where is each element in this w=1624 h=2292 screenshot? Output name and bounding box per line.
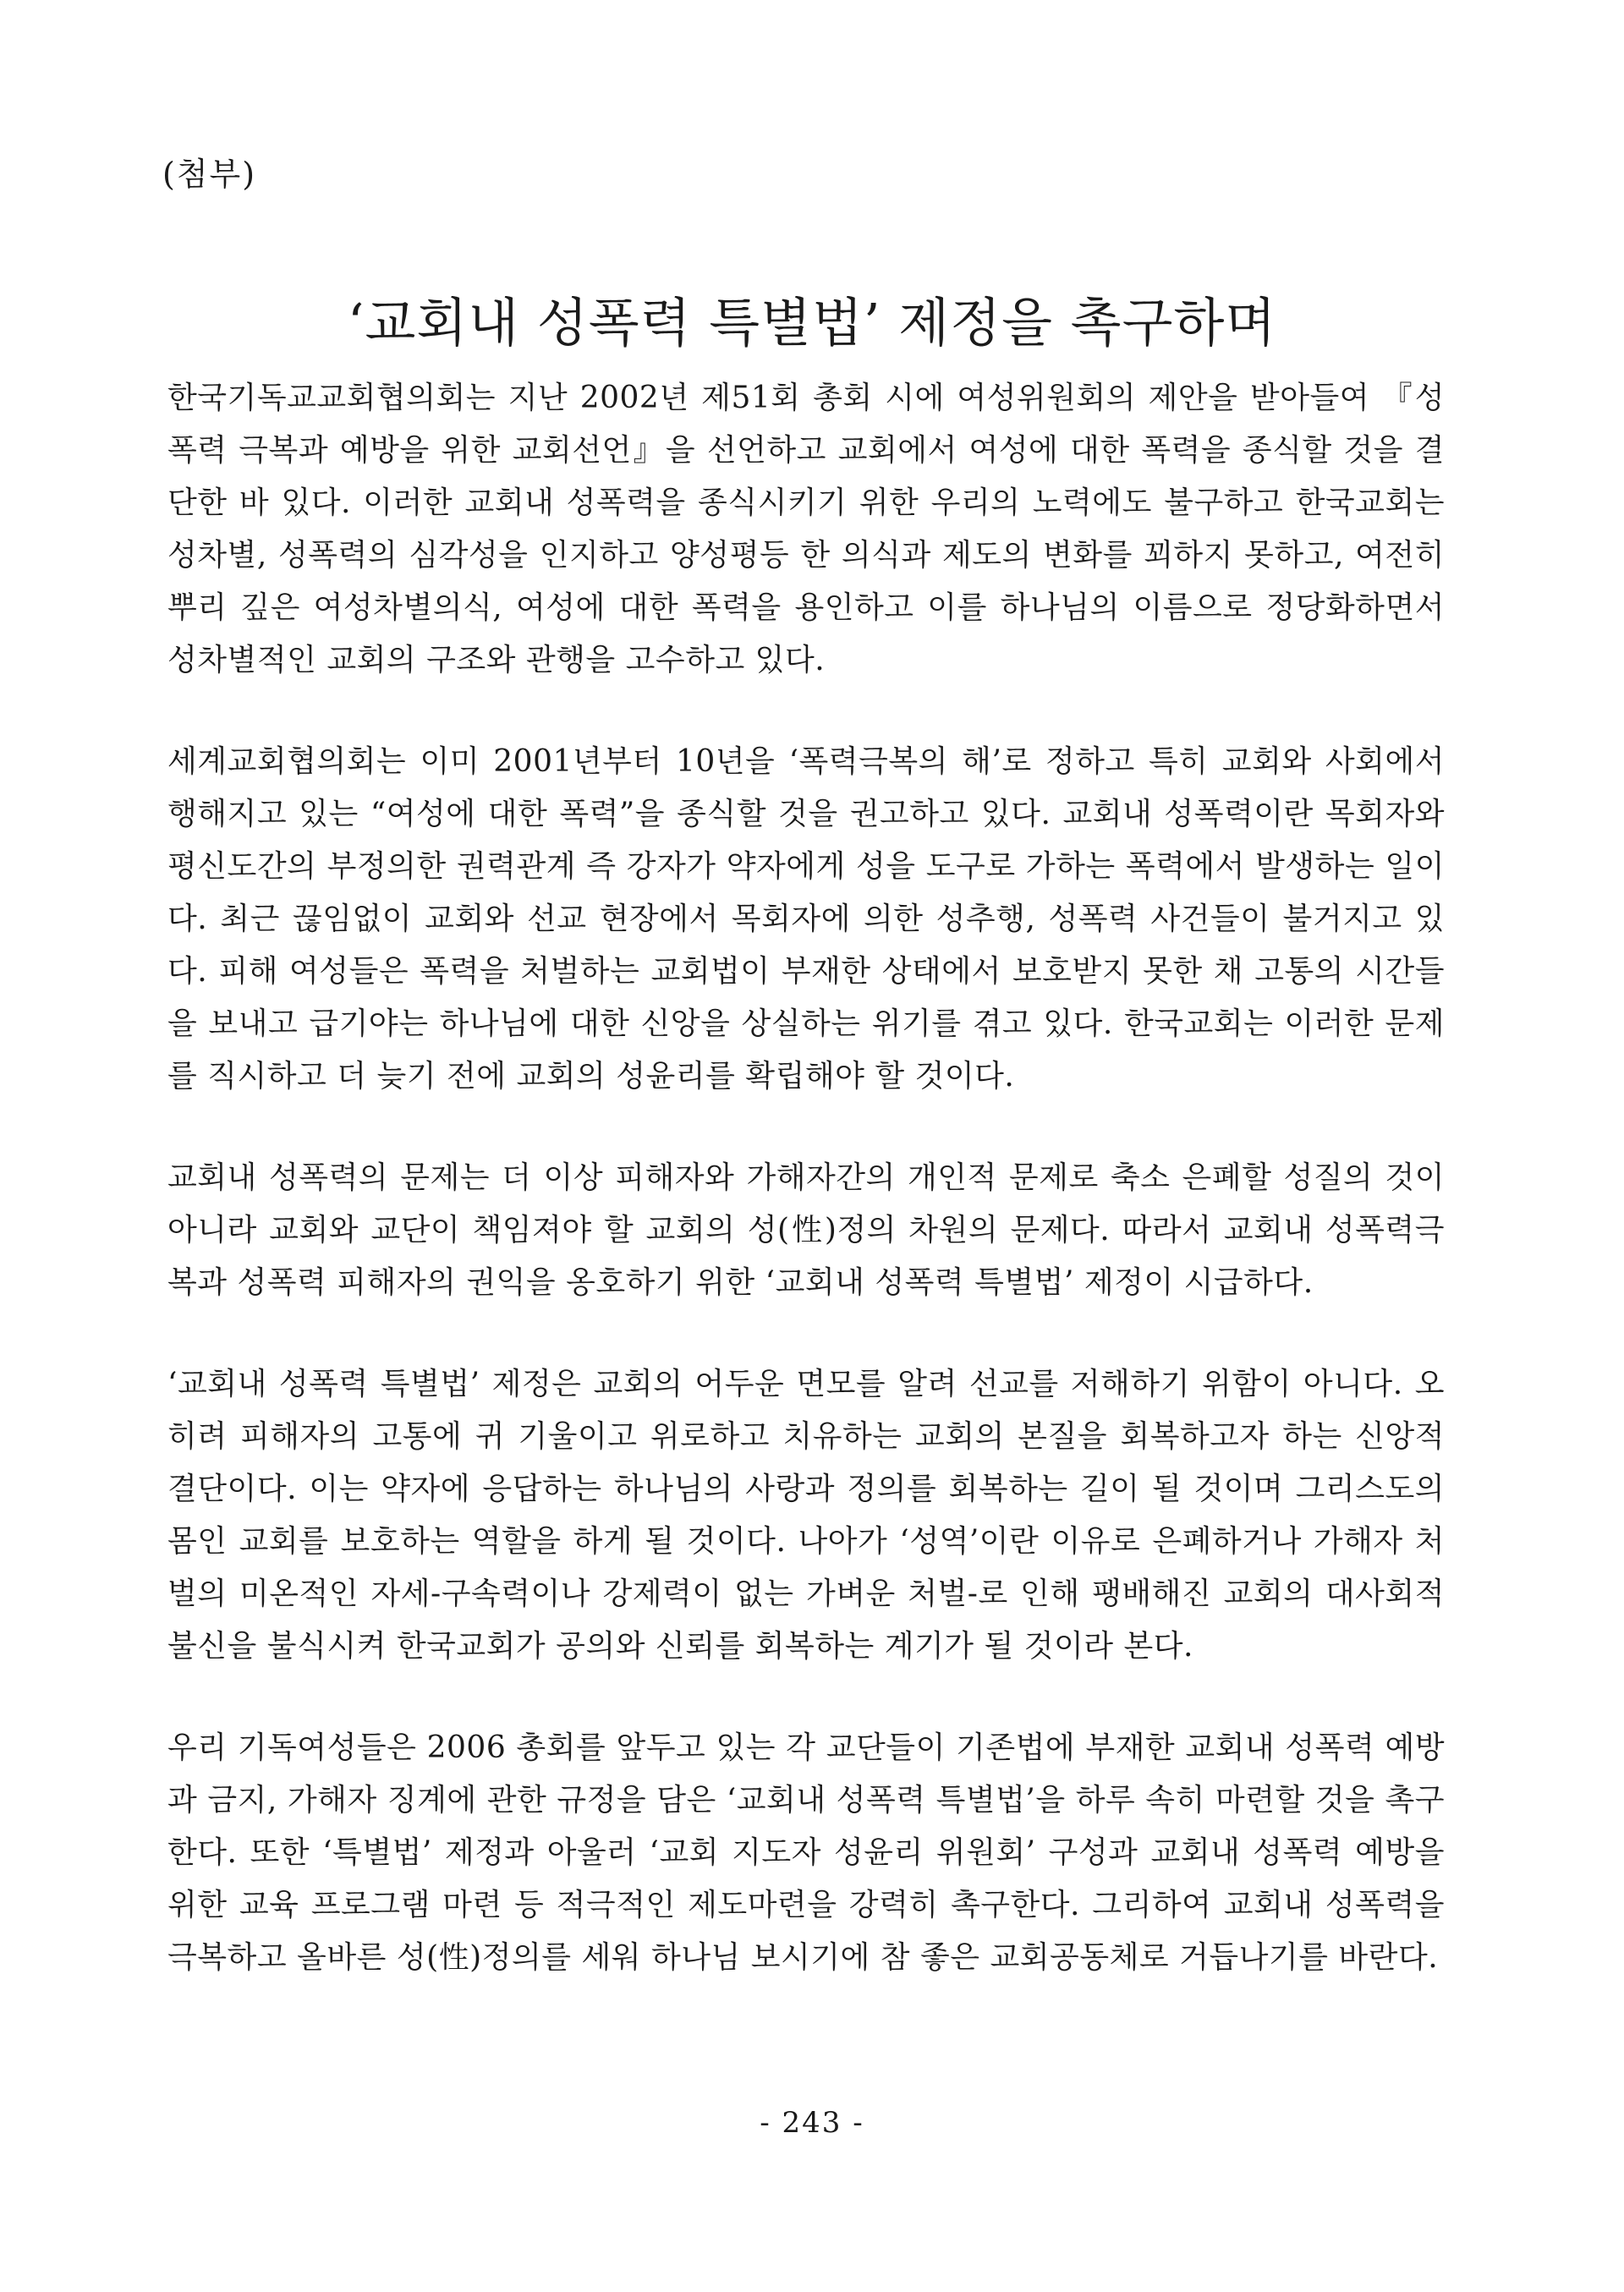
paragraph-1: 한국기독교교회협의회는 지난 2002년 제51회 총회 시에 여성위원회의 제안을 받아들여 『성폭력 극복과 예방을 위한 교회선언』을 선언하고 교회에서 여성에 대한 폭력을 종식할 것을 결단한 바 있다. 이러한 교회내 성폭력을 종식시키기 위한 우리의 노력에도 불구하고 한국교회는 성차별, 성폭력의 심각성을 인지하고 양성평등 한 의식과 제도의 변화를 꾀하지 못하고, 여전히 뿌리 깊은 여성차별의식, 여성에 대한 폭력을 용인하고 이를 하나님의 이름으로 정당화하면서 성차별적인 교회의 구조와 관행을 고수하고 있다. (167, 381, 1445, 677)
document-body (167, 372, 1445, 2033)
page-number: - 243 - (760, 2106, 864, 2140)
paragraph-5: 우리 기독여성들은 2006 총회를 앞두고 있는 각 교단들이 기존법에 부재한 교회내 성폭력 예방과 금지, 가해자 징계에 관한 규정을 담은 ‘교회내 성폭력 특별법’을 하루 속히 마련할 것을 촉구한다. 또한 ‘특별법’ 제정과 아울러 ‘교회 지도자 성윤리 위원회’ 구성과 교회내 성폭력 예방을 위한 교육 프로그램 마련 등 적극적인 제도마련을 강력히 촉구한다. 그리하여 교회내 성폭력을 극복하고 올바른 성(性)정의를 세워 하나님 보시기에 참 좋은 교회공동체로 거듭나기를 바란다. (167, 1730, 1445, 1975)
paragraph-3: 교회내 성폭력의 문제는 더 이상 피해자와 가해자간의 개인적 문제로 축소 은폐할 성질의 것이 아니라 교회와 교단이 책임져야 할 교회의 성(性)정의 차원의 문제다. 따라서 교회내 성폭력극복과 성폭력 피해자의 권익을 옹호하기 위한 ‘교회내 성폭력 특별법’ 제정이 시급하다. (167, 1160, 1445, 1300)
document-title: ‘교회내 성폭력 특별법’ 제정을 촉구하며 (347, 291, 1277, 354)
paragraph-4: ‘교회내 성폭력 특별법’ 제정은 교회의 어두운 면모를 알려 선교를 저해하기 위함이 아니다. 오히려 피해자의 고통에 귀 기울이고 위로하고 치유하는 교회의 본질을 회복하고자 하는 신앙적 결단이다. 이는 약자에 응답하는 하나님의 사랑과 정의를 회복하는 길이 될 것이며 그리스도의 몸인 교회를 보호하는 역할을 하게 될 것이다. 나아가 ‘성역’이란 이유로 은폐하거나 가해자 처벌의 미온적인 자세-구속력이나 강제력이 없는 가벼운 처벌-로 인해 팽배해진 교회의 대사회적 불신을 불식시켜 한국교회가 공의와 신뢰를 회복하는 계기가 될 것이라 본다. (167, 1367, 1445, 1664)
attachment-label: (첨부) (162, 156, 257, 193)
paragraph-2: 세계교회협의회는 이미 2001년부터 10년을 ‘폭력극복의 해’로 정하고 특히 교회와 사회에서 행해지고 있는 “여성에 대한 폭력”을 종식할 것을 권고하고 있다. 교회내 성폭력이란 목회자와 평신도간의 부정의한 권력관계 즉 강자가 약자에게 성을 도구로 가하는 폭력에서 발생하는 일이다. 최근 끊임없이 교회와 선교 현장에서 목회자에 의한 성추행, 성폭력 사건들이 불거지고 있다. 피해 여성들은 폭력을 처벌하는 교회법이 부재한 상태에서 보호받지 못한 채 고통의 시간들을 보내고 급기야는 하나님에 대한 신앙을 상실하는 위기를 겪고 있다. 한국교회는 이러한 문제를 직시하고 더 늦기 전에 교회의 성윤리를 확립해야 할 것이다. (167, 744, 1445, 1094)
